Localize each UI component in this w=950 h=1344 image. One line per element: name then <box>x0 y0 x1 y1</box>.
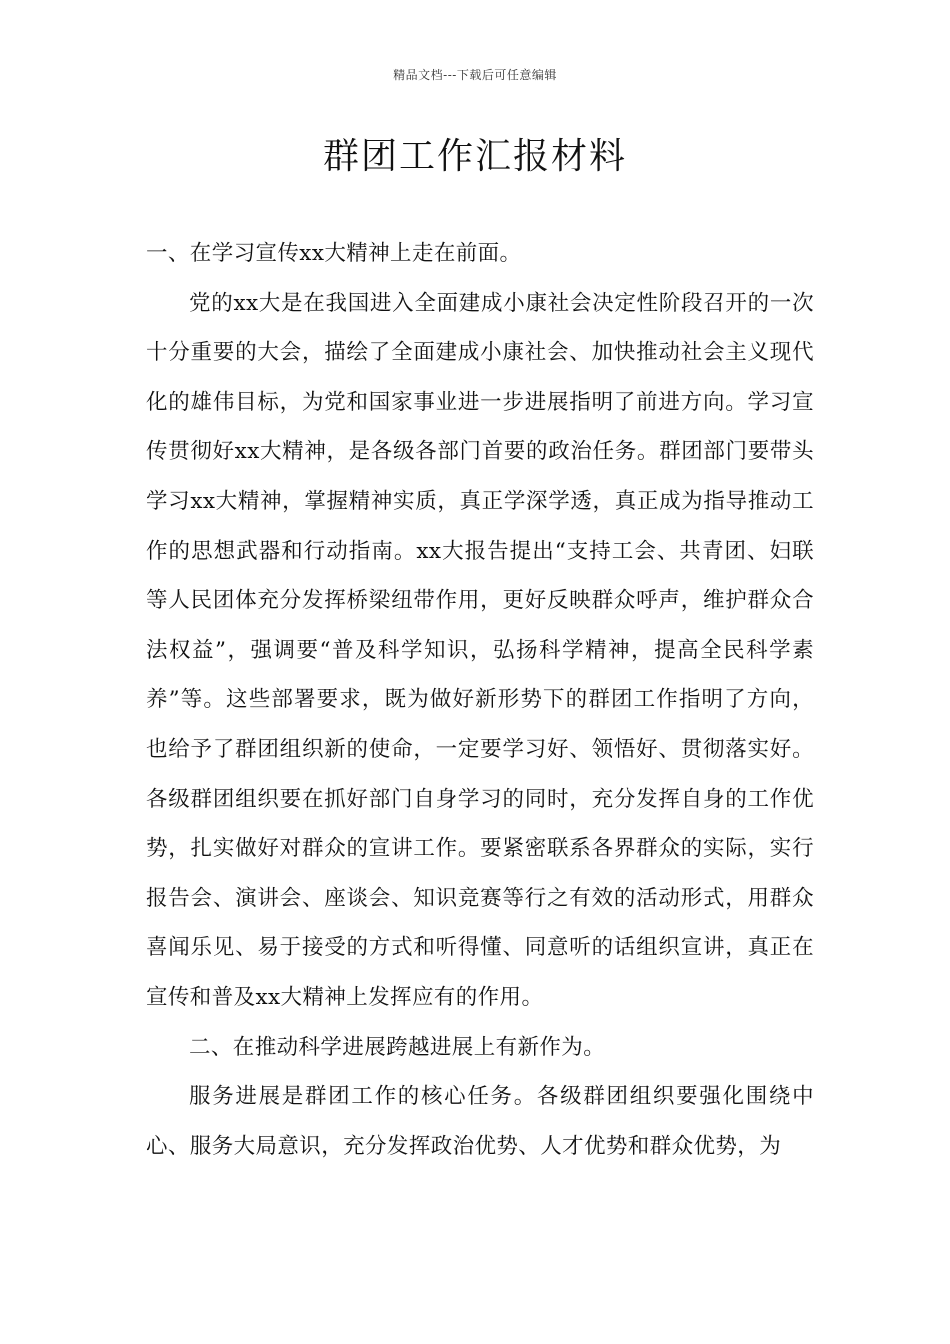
section-heading-2: 二、在推动科学进展跨越进展上有新作为。 <box>189 1034 606 1060</box>
paragraph-2: 服务进展是群团工作的核心任务。各级群团组织要强化围绕中心、服务大局意识，充分发挥政治优势、人才优势和群众优势，为 <box>146 1084 814 1159</box>
section-heading-1: 一、在学习宣传xx大精神上走在前面。 <box>146 241 522 266</box>
document-title: 群团工作汇报材料 <box>322 136 627 177</box>
document-body <box>146 229 814 1171</box>
header-note: 精品文档---下载后可任意编辑 <box>393 68 557 82</box>
paragraph-1: 党的xx大是在我国进入全面建成小康社会决定性阶段召开的一次十分重要的大会，描绘了全面建成小康社会、加快推动社会主义现代化的雄伟目标，为党和国家事业进一步进展指明了前进方向。学习宣传贯彻好xx大精神，是各级各部门首要的政治任务。群团部门要带头学习xx大精神，掌握精神实质，真正学深学透，真正成为指导推动工作的思想武器和行动指南。xx大报告提出“支持工会、共青团、妇联等人民团体充分发挥桥梁纽带作用，更好反映群众呼声，维护群众合法权益”，强调要“普及科学知识，弘扬科学精神，提高全民科学素养”等。这些部署要求，既为做好新形势下的群团工作指明了方向，也给予了群团组织新的使命，一定要学习好、领悟好、贯彻落实好。各级群团组织要在抓好部门自身学习的同时，充分发挥自身的工作优势，扎实做好对群众的宣讲工作。要紧密联系各界群众的实际，实行报告会、演讲会、座谈会、知识竞赛等行之有效的活动形式，用群众喜闻乐见、易于接受的方式和听得懂、同意听的话组织宣讲，真正在宣传和普及xx大精神上发挥应有的作用。 <box>146 290 814 1010</box>
